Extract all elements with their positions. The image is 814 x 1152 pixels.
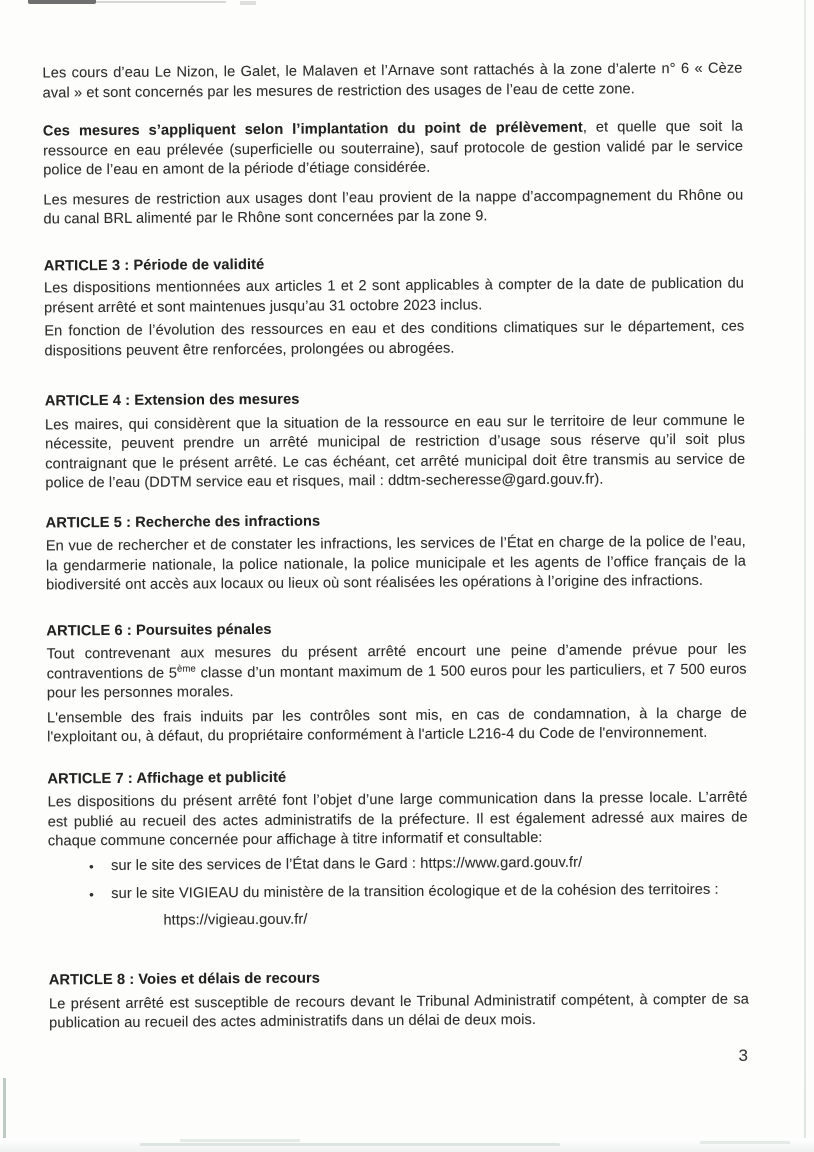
list-item-vigieau-website	[48, 881, 748, 905]
scan-artifact-bottom-band	[0, 1138, 814, 1152]
page-number: 3	[738, 1046, 748, 1065]
article-7-heading: ARTICLE 7 : Affichage et publicité	[47, 769, 287, 787]
article-8-heading: ARTICLE 8 : Voies et délais de recours	[48, 970, 321, 989]
scan-artifact-bottom-streak	[140, 1143, 560, 1146]
intro-paragraph-measures	[43, 118, 743, 181]
article-4-heading: ARTICLE 4 : Extension des mesures	[44, 391, 300, 410]
bullet-icon: •	[89, 887, 94, 903]
article-4-paragraph-1: Les maires, qui considèrent que la situation de la ressource en eau sur le territoire de leur commune le nécessite, peuvent prendre un arrêté municipal de restriction d’usage sous réserve qu’il soit plus contraignant que le présent arrêté. Le cas échéant, cet arrêté municipal doit être transmis au service de police de l’eau (DDTM service eau et risques, mail : ddtm-secheresse@gard.gouv.fr).	[44, 412, 746, 492]
article-6-paragraph-2: L'ensemble des frais induits par les contrôles sont mis, en cas de condamnation, à la charge de l'exploitant ou, à défaut, du propriétaire conformément à l'article L216-4 du Code de l'environnement.	[46, 705, 748, 746]
vigieau-url-line: https://vigieau.gouv.fr/	[163, 911, 308, 929]
article-3-paragraph-1: Les dispositions mentionnées aux articles 1 et 2 sont applicables à compter de la date de publication du présent arrêté et sont maintenues jusqu’au 31 octobre 2023 inclus.	[43, 275, 745, 316]
article-6-paragraph-1	[46, 641, 746, 704]
list-item-text: sur le site des services de l’État dans le Gard : https://www.gard.gouv.fr/	[110, 854, 583, 874]
intro-paragraph-rhone: Les mesures de restriction aux usages dont l’eau provient de la nappe d’accompagnement du Rhône ou du canal BRL alimenté par le Rhône sont concernées par la zone 9.	[43, 187, 744, 228]
article-6-text-before-superscript: Tout contrevenant aux mesures du présent arrêté encourt une peine d’amende prévue pour les contraventions de 5	[46, 641, 747, 682]
article-3-paragraph-2: En fonction de l’évolution des ressources en eau et des conditions climatiques sur le département, ces dispositions peuvent être renforcées, prolongées ou abrogées.	[44, 318, 745, 359]
list-item-gard-website	[48, 852, 748, 876]
intro-bold-rest: , et quelle que soit la ressource en eau prélevée (superficielle ou souterraine), sauf protocole de gestion validé par le service police de l’eau en amont de la période d’étiage considérée.	[42, 118, 744, 179]
document-body	[42, 0, 749, 1034]
article-6-text-after-superscript: classe d’un montant maximum de 1 500 euros pour les particuliers, et 7 500 euros pour les personnes morales.	[46, 661, 747, 702]
scan-artifact-right-line	[804, 0, 806, 1152]
article-7-paragraph-1: Les dispositions du présent arrêté font l’objet d’une large communication dans la presse locale. L’arrêté est publié au recueil des actes administratifs de la préfecture. Il est également adressé aux maires de chaque commune concernée pour affichage à titre informatif et consultable:	[47, 789, 748, 850]
intro-paragraph-watercourses: Les cours d’eau Le Nizon, le Galet, le Malaven et l’Arnave sont rattachés à la zone d’alerte n° 6 « Cèze aval » et sont concernés par les mesures de restriction des usages de l’eau de cette zone.	[42, 60, 743, 101]
article-8-paragraph-1: Le présent arrêté est susceptible de recours devant le Tribunal Administratif compétent, à compter de sa publication au recueil des actes administratifs dans un délai de deux mois.	[48, 991, 750, 1032]
scan-artifact-bottom-streak	[700, 1141, 790, 1144]
article-3-heading: ARTICLE 3 : Période de validité	[43, 256, 265, 274]
article-6-heading: ARTICLE 6 : Poursuites pénales	[46, 621, 272, 639]
article-5-heading: ARTICLE 5 : Recherche des infractions	[45, 513, 321, 531]
bullet-icon: •	[88, 858, 94, 874]
list-item-text: sur le site VIGIEAU du ministère de la transition écologique et de la cohésion des territoires :	[111, 881, 719, 902]
scan-artifact-bottom-streak	[180, 1139, 300, 1142]
ordinal-superscript: ème	[176, 663, 196, 675]
article-5-paragraph-1: En vue de rechercher et de constater les infractions, les services de l’État en charge de la police de l’eau, la gendarmerie nationale, la police nationale, la police municipale et les agents de l’office français de la biodiversité ont accès aux locaux ou lieux où sont réalisées les opérations à l’origine des infractions.	[45, 533, 746, 594]
scan-artifact-left-line	[3, 1078, 6, 1152]
intro-bold-lead: Ces mesures s’appliquent selon l’implantation du point de prélèvement	[42, 119, 583, 140]
